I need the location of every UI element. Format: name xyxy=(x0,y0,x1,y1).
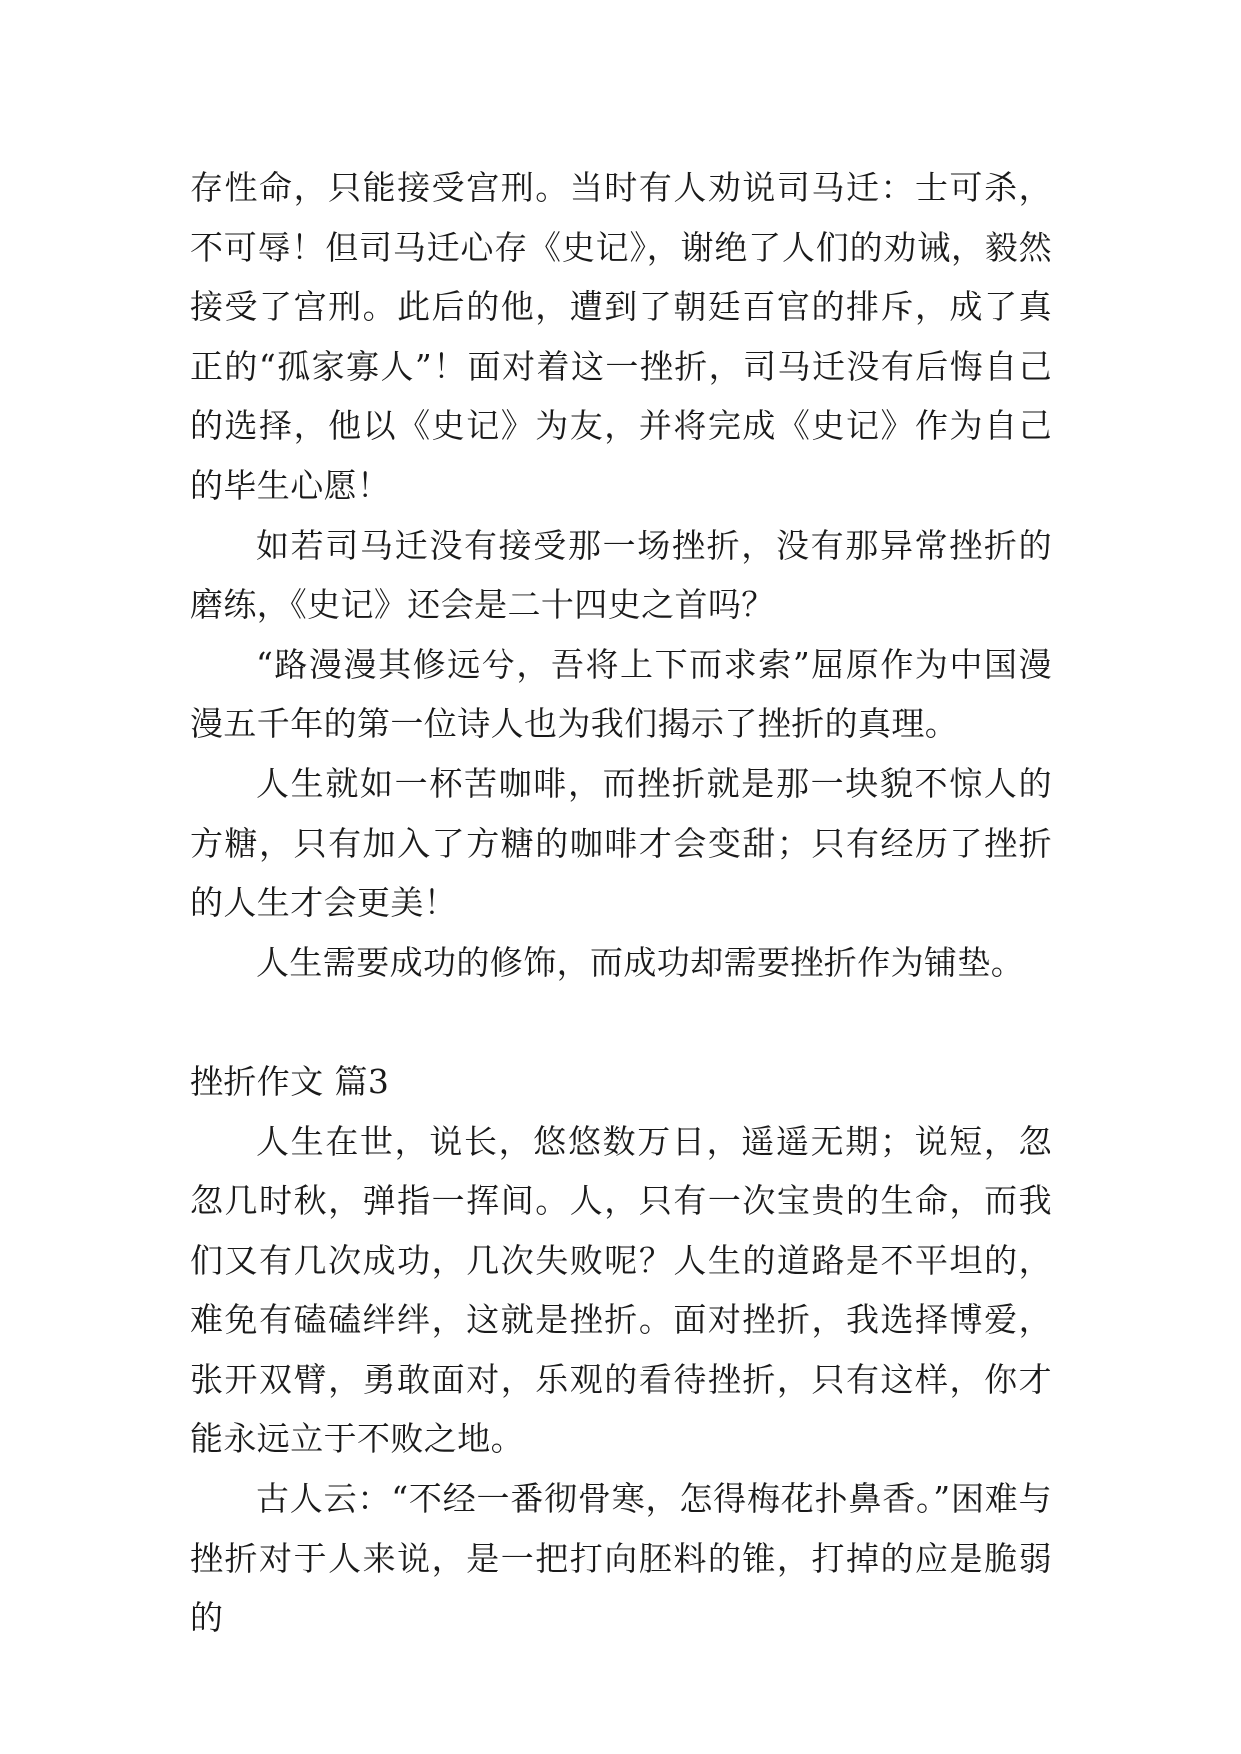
section-heading: 挫折作文 篇3 xyxy=(190,1061,390,1101)
paragraph: “路漫漫其修远兮，吾将上下而求索”屈原作为中国漫漫五千年的第一位诗人也为我们揭示了挫折的真理。 xyxy=(190,644,1052,744)
paragraph: 人生需要成功的修饰，而成功却需要挫折作为铺垫。 xyxy=(256,942,1025,982)
paragraph: 如若司马迁没有接受那一场挫折，没有那异常挫折的磨练，《史记》还会是二十四史之首吗？ xyxy=(190,525,1052,625)
paragraph: 人生就如一杯苦咖啡，而挫折就是那一块貌不惊人的方糖，只有加入了方糖的咖啡才会变甜；只有经历了挫折的人生才会更美！ xyxy=(190,763,1052,923)
paragraph: 人生在世，说长，悠悠数万日，遥遥无期；说短，忽忽几时秋，弹指一挥间。人，只有一次宝贵的生命，而我们又有几次成功，几次失败呢？人生的道路是不平坦的，难免有磕磕绊绊，这就是挫折。面对挫折，我选择博爱，张开双臂，勇敢面对，乐观的看待挫折，只有这样，你才能永远立于不败之地。 xyxy=(190,1121,1052,1459)
document-body xyxy=(190,158,1052,1648)
paragraph-continuation: 存性命，只能接受宫刑。当时有人劝说司马迁：士可杀，不可辱！但司马迁心存《史记》，谢绝了人们的劝诫，毅然接受了宫刑。此后的他，遭到了朝廷百官的排斥，成了真正的“孤家寡人”！面对着这一挫折，司马迁没有后悔自己的选择，他以《史记》为友，并将完成《史记》作为自己的毕生心愿！ xyxy=(190,168,1052,505)
paragraph: 古人云：“不经一番彻骨寒，怎得梅花扑鼻香。”困难与挫折对于人来说，是一把打向胚料的锥，打掉的应是脆弱的 xyxy=(190,1479,1052,1638)
